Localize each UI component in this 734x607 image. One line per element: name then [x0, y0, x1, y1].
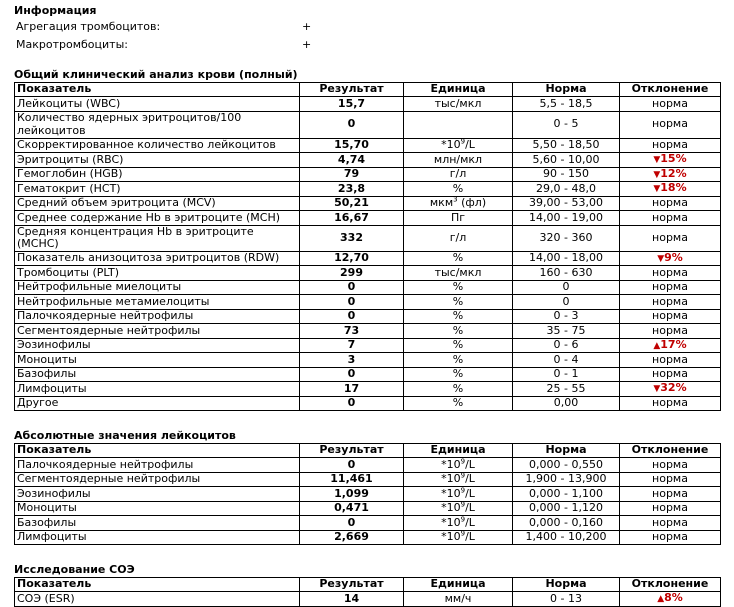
result-value: 1,099 — [300, 487, 404, 502]
unit-value: % — [404, 324, 513, 339]
info-label: Агрегация тромбоцитов: — [16, 20, 161, 33]
esr-table — [14, 577, 721, 607]
deviation-value: норма — [620, 487, 721, 502]
parameter-name: Скорректированное количество лейкоцитов — [15, 138, 300, 153]
parameter-name: Сегментоядерные нейтрофилы — [15, 324, 300, 339]
parameter-name: Количество ядерных эритроцитов/100 лейкоцитов — [15, 111, 300, 138]
deviation-value: ▼12% — [620, 167, 721, 182]
header-dev: Отклонение — [620, 444, 721, 458]
parameter-name: Лимфоциты — [15, 530, 300, 545]
norm-range: 0 — [513, 295, 620, 310]
header-unit: Единица — [404, 444, 513, 458]
norm-range: 0,00 — [513, 396, 620, 411]
norm-range: 0 - 3 — [513, 309, 620, 324]
unit-value: $*10^9/L$ — [404, 530, 513, 545]
result-value: 16,67 — [300, 211, 404, 226]
parameter-name: Лимфоциты — [15, 382, 300, 397]
header-norm: Норма — [513, 578, 620, 592]
unit-value: % — [404, 367, 513, 382]
arrow-down-icon: ▼ — [653, 155, 661, 165]
norm-range: 0,000 - 1,120 — [513, 501, 620, 516]
info-label: Макротромбоциты: — [16, 38, 128, 51]
parameter-name: СОЭ (ESR) — [15, 592, 300, 607]
deviation-value: норма — [620, 353, 721, 368]
abs-table — [14, 443, 721, 545]
result-value: 332 — [300, 225, 404, 251]
unit-value: г/л — [404, 167, 513, 182]
deviation-value: норма — [620, 295, 721, 310]
norm-range: 0 — [513, 280, 620, 295]
deviation-value: норма — [620, 138, 721, 153]
deviation-value: норма — [620, 97, 721, 112]
header-name: Показатель — [15, 83, 300, 97]
norm-range: 5,60 - 10,00 — [513, 153, 620, 168]
table-row — [15, 396, 721, 411]
unit-value: $*10^9/L$ — [404, 458, 513, 473]
deviation-value: норма — [620, 324, 721, 339]
parameter-name: Эритроциты (RBC) — [15, 153, 300, 168]
arrow-down-icon: ▼ — [653, 169, 661, 180]
result-value: 14 — [300, 592, 404, 607]
norm-range: 35 - 75 — [513, 324, 620, 339]
unit-value: % — [404, 382, 513, 397]
header-result: Результат — [300, 444, 404, 458]
parameter-name: Базофилы — [15, 516, 300, 531]
parameter-name: Эозинофилы — [15, 338, 300, 353]
table-row — [15, 295, 721, 310]
result-value: 3 — [300, 353, 404, 368]
result-value: 0 — [300, 367, 404, 382]
abs-title: Абсолютные значения лейкоцитов — [14, 429, 236, 442]
table-row — [15, 225, 721, 251]
norm-range: 0,000 - 0,550 — [513, 458, 620, 473]
esr-title: Исследование СОЭ — [14, 563, 135, 576]
result-value: 15,7 — [300, 97, 404, 112]
unit-value: $*10^9/L$ — [404, 516, 513, 531]
deviation-value: норма — [620, 196, 721, 211]
deviation-value: ▲17% — [620, 338, 721, 353]
table-row — [15, 196, 721, 211]
unit-value: % — [404, 309, 513, 324]
deviation-value: норма — [620, 516, 721, 531]
deviation-value: ▼15% — [620, 153, 721, 168]
norm-range: 90 - 150 — [513, 167, 620, 182]
table-row — [15, 472, 721, 487]
unit-value: млн/мкл — [404, 153, 513, 168]
arrow-up-icon: ▲ — [653, 340, 661, 351]
norm-range: 14,00 - 18,00 — [513, 251, 620, 266]
table-row — [15, 458, 721, 473]
info-item-platelet-aggregation — [14, 18, 720, 36]
result-value: 4,74 — [300, 153, 404, 168]
parameter-name: Базофилы — [15, 367, 300, 382]
header-dev: Отклонение — [620, 578, 721, 592]
norm-range: 0,000 - 1,100 — [513, 487, 620, 502]
table-row — [15, 501, 721, 516]
header-name: Показатель — [15, 578, 300, 592]
result-value: 0 — [300, 458, 404, 473]
table-row — [15, 111, 721, 138]
info-title: Информация — [14, 4, 97, 17]
info-value: + — [302, 38, 312, 51]
norm-range: 14,00 - 19,00 — [513, 211, 620, 226]
table-row — [15, 382, 721, 397]
deviation-value: норма — [620, 530, 721, 545]
arrow-down-icon: ▼ — [653, 384, 661, 394]
unit-value: тыс/мкл — [404, 266, 513, 281]
table-row — [15, 266, 721, 281]
table-row — [15, 138, 721, 153]
deviation-value: ▼32% — [620, 382, 721, 397]
table-row — [15, 353, 721, 368]
deviation-value: норма — [620, 111, 721, 138]
norm-range: 160 - 630 — [513, 266, 620, 281]
deviation-value: норма — [620, 458, 721, 473]
unit-value: тыс/мкл — [404, 97, 513, 112]
deviation-value: ▼9% — [620, 251, 721, 266]
header-unit: Единица — [404, 578, 513, 592]
result-value: 0,471 — [300, 501, 404, 516]
result-value: 79 — [300, 167, 404, 182]
parameter-name: Эозинофилы — [15, 487, 300, 502]
header-result: Результат — [300, 578, 404, 592]
norm-range: 320 - 360 — [513, 225, 620, 251]
unit-value: % — [404, 338, 513, 353]
table-row — [15, 516, 721, 531]
unit-value: $*10^9/L$ — [404, 487, 513, 502]
norm-range: 0 - 1 — [513, 367, 620, 382]
table-row — [15, 592, 721, 607]
norm-range: 5,50 - 18,50 — [513, 138, 620, 153]
deviation-value: норма — [620, 367, 721, 382]
table-row — [15, 211, 721, 226]
result-value: 23,8 — [300, 182, 404, 197]
unit-value: $*10^9/L$ — [404, 138, 513, 153]
unit-value: % — [404, 280, 513, 295]
deviation-value: норма — [620, 472, 721, 487]
cbc-title: Общий клинический анализ крови (полный) — [14, 68, 298, 81]
table-header — [15, 444, 721, 458]
norm-range: 0 - 5 — [513, 111, 620, 138]
parameter-name: Показатель анизоцитоза эритроцитов (RDW) — [15, 251, 300, 266]
unit-value: $*10^9/L$ — [404, 501, 513, 516]
unit-value: мкм$^3$ (фл) — [404, 196, 513, 211]
header-norm: Норма — [513, 444, 620, 458]
result-value: 50,21 — [300, 196, 404, 211]
unit-value: % — [404, 396, 513, 411]
unit-value: % — [404, 353, 513, 368]
table-row — [15, 309, 721, 324]
arrow-down-icon: ▼ — [657, 253, 665, 264]
deviation-value: норма — [620, 396, 721, 411]
table-header — [15, 83, 721, 97]
parameter-name: Лейкоциты (WBC) — [15, 97, 300, 112]
deviation-value: ▼18% — [620, 182, 721, 197]
header-norm: Норма — [513, 83, 620, 97]
parameter-name: Среднее содержание Hb в эритроците (MCH) — [15, 211, 300, 226]
parameter-name: Моноциты — [15, 353, 300, 368]
result-value: 15,70 — [300, 138, 404, 153]
parameter-name: Палочкоядерные нейтрофилы — [15, 458, 300, 473]
table-row — [15, 367, 721, 382]
header-unit: Единица — [404, 83, 513, 97]
parameter-name: Гемоглобин (HGB) — [15, 167, 300, 182]
norm-range: 0 - 6 — [513, 338, 620, 353]
deviation-value: норма — [620, 225, 721, 251]
table-row — [15, 153, 721, 168]
header-name: Показатель — [15, 444, 300, 458]
parameter-name: Моноциты — [15, 501, 300, 516]
table-row — [15, 487, 721, 502]
table-row — [15, 338, 721, 353]
result-value: 12,70 — [300, 251, 404, 266]
unit-value — [404, 111, 513, 138]
result-value: 0 — [300, 111, 404, 138]
parameter-name: Сегментоядерные нейтрофилы — [15, 472, 300, 487]
parameter-name: Нейтрофильные метамиелоциты — [15, 295, 300, 310]
header-result: Результат — [300, 83, 404, 97]
result-value: 0 — [300, 396, 404, 411]
deviation-value: норма — [620, 501, 721, 516]
parameter-name: Другое — [15, 396, 300, 411]
unit-value: мм/ч — [404, 592, 513, 607]
header-dev: Отклонение — [620, 83, 721, 97]
table-row — [15, 530, 721, 545]
table-row — [15, 182, 721, 197]
table-row — [15, 280, 721, 295]
arrow-up-icon: ▲ — [657, 594, 665, 604]
info-value: + — [302, 20, 312, 33]
parameter-name: Средняя концентрация Hb в эритроците (MCHC) — [15, 225, 300, 251]
deviation-value: норма — [620, 211, 721, 226]
parameter-name: Средний объем эритроцита (MCV) — [15, 196, 300, 211]
parameter-name: Нейтрофильные миелоциты — [15, 280, 300, 295]
result-value: 0 — [300, 516, 404, 531]
norm-range: 1,400 - 10,200 — [513, 530, 620, 545]
unit-value: Пг — [404, 211, 513, 226]
result-value: 17 — [300, 382, 404, 397]
result-value: 73 — [300, 324, 404, 339]
parameter-name: Палочкоядерные нейтрофилы — [15, 309, 300, 324]
result-value: 0 — [300, 280, 404, 295]
cbc-table — [14, 82, 721, 411]
table-row — [15, 324, 721, 339]
norm-range: 0 - 13 — [513, 592, 620, 607]
result-value: 0 — [300, 309, 404, 324]
norm-range: 1,900 - 13,900 — [513, 472, 620, 487]
info-item-macrothrombocytes — [14, 36, 720, 54]
lab-report — [14, 4, 720, 607]
norm-range: 0,000 - 0,160 — [513, 516, 620, 531]
result-value: 2,669 — [300, 530, 404, 545]
norm-range: 25 - 55 — [513, 382, 620, 397]
result-value: 7 — [300, 338, 404, 353]
deviation-value: норма — [620, 309, 721, 324]
unit-value: $*10^9/L$ — [404, 472, 513, 487]
deviation-value: норма — [620, 266, 721, 281]
norm-range: 5,5 - 18,5 — [513, 97, 620, 112]
unit-value: % — [404, 295, 513, 310]
table-row — [15, 97, 721, 112]
table-row — [15, 251, 721, 266]
parameter-name: Тромбоциты (PLT) — [15, 266, 300, 281]
table-header — [15, 578, 721, 592]
result-value: 299 — [300, 266, 404, 281]
parameter-name: Гематокрит (HCT) — [15, 182, 300, 197]
norm-range: 39,00 - 53,00 — [513, 196, 620, 211]
unit-value: % — [404, 182, 513, 197]
norm-range: 29,0 - 48,0 — [513, 182, 620, 197]
norm-range: 0 - 4 — [513, 353, 620, 368]
table-row — [15, 167, 721, 182]
deviation-value: ▲8% — [620, 592, 721, 607]
unit-value: г/л — [404, 225, 513, 251]
unit-value: % — [404, 251, 513, 266]
deviation-value: норма — [620, 280, 721, 295]
result-value: 11,461 — [300, 472, 404, 487]
result-value: 0 — [300, 295, 404, 310]
arrow-down-icon: ▼ — [653, 184, 661, 194]
